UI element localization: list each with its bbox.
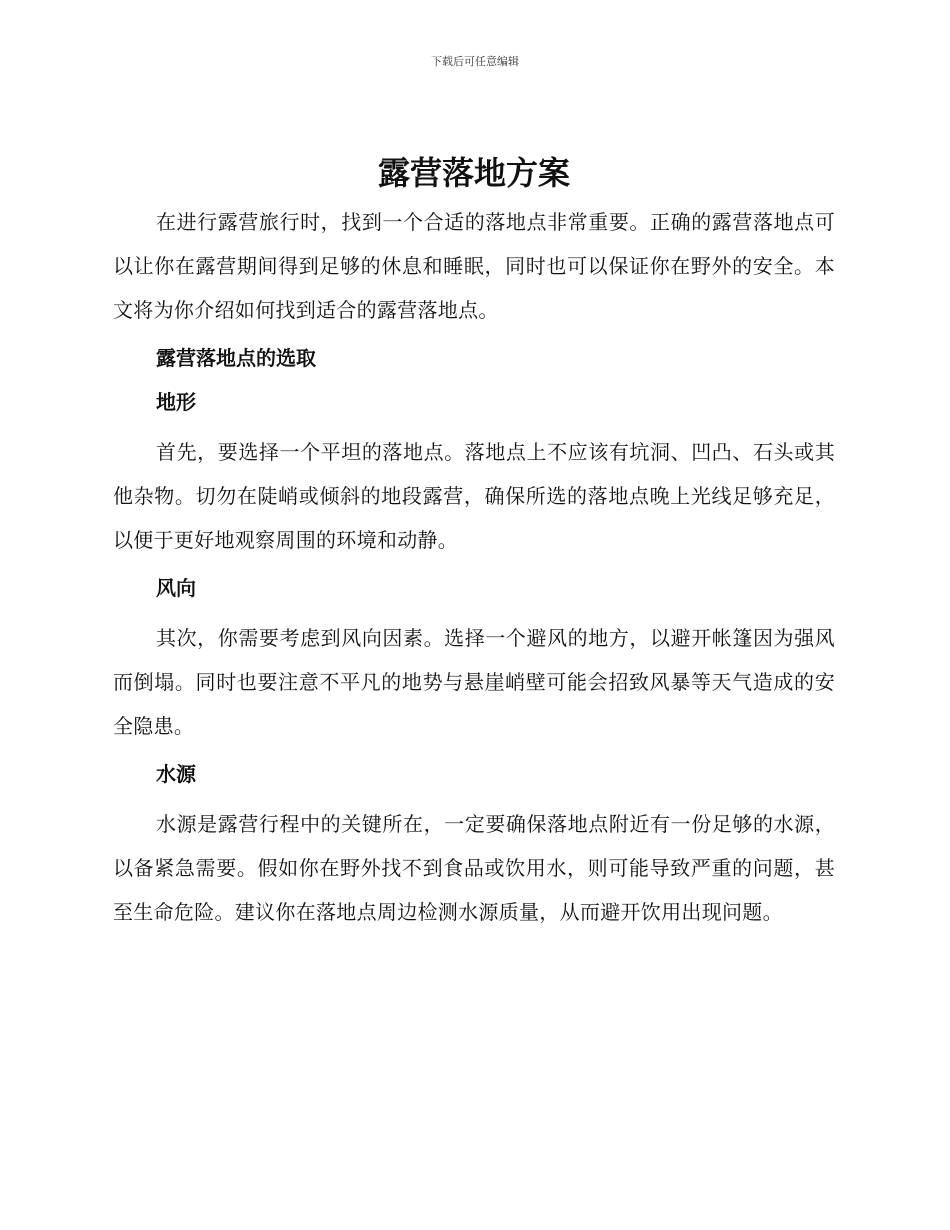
terrain-paragraph: 首先，要选择一个平坦的落地点。落地点上不应该有坑洞、凹凸、石头或其他杂物。切勿在陡峭或倾斜的地段露营，确保所选的落地点晚上光线足够充足，以便于更好地观察周围的环境和动静。 <box>113 440 835 552</box>
subsection-heading-wind: 风向 <box>156 576 196 600</box>
subsection-heading-terrain: 地形 <box>156 390 196 414</box>
water-paragraph: 水源是露营行程中的关键所在，一定要确保落地点附近有一份足够的水源，以备紧急需要。假如你在野外找不到食品或饮用水，则可能导致严重的问题，甚至生命危险。建议你在落地点周边检测水源质量，从而避开饮用出现问题。 <box>113 812 835 924</box>
wind-paragraph: 其次，你需要考虑到风向因素。选择一个避风的地方，以避开帐篷因为强风而倒塌。同时也要注意不平凡的地势与悬崖峭壁可能会招致风暴等天气造成的安全隐患。 <box>113 626 835 738</box>
subsection-heading-water: 水源 <box>156 762 196 786</box>
document-title: 露营落地方案 <box>377 154 570 192</box>
intro-paragraph: 在进行露营旅行时，找到一个合适的落地点非常重要。正确的露营落地点可以让你在露营期间得到足够的休息和睡眠，同时也可以保证你在野外的安全。本文将为你介绍如何找到适合的露营落地点。 <box>113 210 835 322</box>
page-header-note: 下载后可任意编辑 <box>431 55 519 68</box>
section-heading: 露营落地点的选取 <box>156 346 316 370</box>
document-body <box>113 148 835 934</box>
